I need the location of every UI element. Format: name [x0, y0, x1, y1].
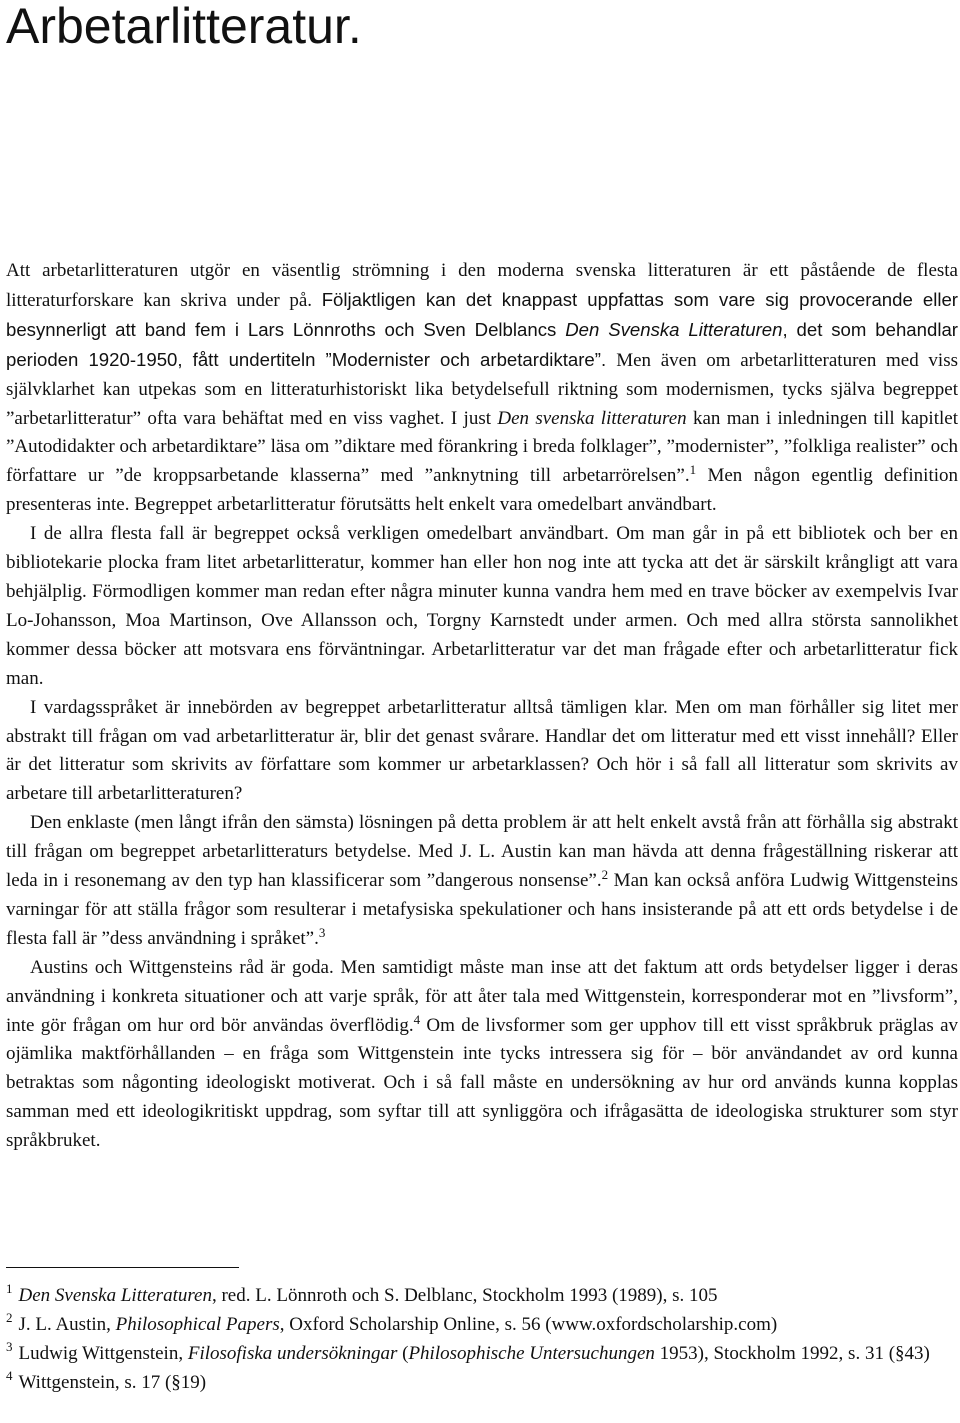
footnote-number: 4 [6, 1368, 13, 1383]
p1-book-title-2: Den svenska litteraturen [497, 407, 687, 429]
paragraph-4: Den enklaste (men långt ifrån den sämsta) lösningen på detta problem är att helt enkelt avstå från att förhålla sig abstrakt till frågan om begreppet arbetarlitteraturs betydelse. Med J. L. Austin kan man hävda att denna frågeställning riskerar att leda in i resonemang av den typ han klassificerar som ”dangerous nonsense”.$^2$ Man kan också anföra Ludwig Wittgensteins varningar för att ställa frågor som resulterar i metafysiska spekulationer och hans insisterande på att ett ords betydelse i de flesta fall är ”dess användning i språket”.$^3$ [6, 812, 958, 949]
footnote-3: $^3$ Ludwig Wittgenstein, Filosofiska undersökningar (Philosophische Untersuchungen 1953), Stockholm 1992, s. 31 (§43) [6, 1339, 930, 1364]
footnote-2: $^2$ J. L. Austin, Philosophical Papers, Oxford Scholarship Online, s. 56 (www.oxfordscholarship.com) [6, 1310, 778, 1335]
footnotes [6, 1283, 958, 1399]
paragraph-5: Austins och Wittgensteins råd är goda. Men samtidigt måste man inse att det faktum att ords betydelser ligger i deras användning i konkreta situationer och att varje språk, för att åter tala med Wittgenstein, korresponderar mot en ”livsform”, inte gör frågan om hur ord bör användas överflödig.$^4$ Om de livsformer som ger upphov till ett visst språkbruk präglas av ojämlika maktförhållanden – en fråga som Wittgenstein inte tycks intressera sig för – bör användandet av ord kunna betraktas som någonting ideologiskt motiverat. Och i så fall måste en undersökning av hur ord används kunna kopplas samman med ett ideologikritiskt uppdrag, som syftar till att synliggöra och ifrågasätta de ideologiska strukturer som styr språkbruket. [6, 956, 959, 1152]
p1-book-title: Den Svenska Litteraturen [565, 318, 783, 340]
footnote-ref-3[interactable]: 3 [318, 924, 326, 940]
p1-text-b: Följaktligen kan det knappast uppfattas som vare sig provocerande eller besynnerligt att band fem i Lars Lönnroths och Sven Delblancs Den Svenska Litteraturen, det som behandlar perioden 1920-1950, fått undertiteln ”Modernister och arbetardiktare”. [6, 288, 958, 370]
footnote-1: $^1$ Den Svenska Litteraturen, red. L. Lönnroth och S. Delblanc, Stockholm 1993 (1989), s. 105 [6, 1281, 718, 1306]
footnote-ref-2[interactable]: 2 [601, 867, 609, 883]
paragraph-2: I de allra flesta fall är begreppet också verkligen omedelbart användbart. Om man går in på ett bibliotek och ber en bibliotekarie plocka fram litet arbetarlitteratur, kommer han eller hon nog inte att tycka att det är särskilt krångligt att vara behjälplig. Förmodligen kommer man redan efter några minuter kunna vandra hem med en trave böcker av exempelvis Ivar Lo-Johansson, Moa Martinson, Ove Allansson och, Torgny Karnstedt under armen. Och med allra största sannolikhet kommer dessa böcker att motsvara ens förväntningar. Arbetarlitteratur var det man frågade efter och arbetarlitteratur fick man. [6, 523, 958, 689]
page-title: Arbetarlitteratur. [6, 0, 362, 54]
paragraph-1: Att arbetarlitteraturen utgör en väsentlig strömning i den moderna svenska litteraturen är ett påstående de flesta litteraturforskare kan skriva under på. Följaktligen kan det knappast uppfattas som vare sig provocerande eller besynnerligt att band fem i Lars Lönnroths och Sven Delblancs Den Svenska Litteraturen, det som behandlar perioden 1920-1950, fått undertiteln ”Modernister och arbetardiktare”. Men även om arbetarlitteraturen med viss självklarhet kan utpekas som en litteraturhistoriskt lika betydelsefull riktning som modernismen, tycks själva begreppet ”arbetarlitteratur” ofta vara behäftat med en viss vaghet. I just Den svenska litteraturen kan man i inledningen till kapitlet ”Autodidakter och arbetardiktare” läsa om ”diktare med förankring i breda folklager”, ”modernister”, ”folkliga realister” och författare ur ”de kroppsarbetande klasserna” med ”anknytning till arbetarrörelsen”.$^1$ Men någon egentlig definition presenteras inte. Begreppet arbetarlitteratur förutsätts helt enkelt vara omedelbart användbart. [6, 260, 958, 516]
footnote-4: $^4$ Wittgenstein, s. 17 (§19) [6, 1368, 207, 1393]
footnote-divider [6, 1267, 239, 1268]
footnote-number: 3 [6, 1339, 13, 1354]
paragraph-3: I vardagsspråket är innebörden av begreppet arbetarlitteratur alltså tämligen klar. Men om man förhåller sig litet mer abstrakt till frågan om vad arbetarlitteratur är, blir det genast svårare. Handlar det om litteratur med ett visst innehåll? Eller är det litteratur som skrivits av författare som kommer ur arbetarklassen? Och hör i så fall all litteratur som skrivits av arbetare till arbetarlitteraturen? [6, 696, 958, 805]
footnote-2-source: , Oxford Scholarship Online, s. 56 (www.oxfordscholarship.com) [279, 1314, 778, 1335]
footnote-number: 2 [6, 1310, 13, 1325]
footnote-number: 1 [6, 1281, 13, 1296]
body-text [6, 257, 958, 1156]
p1-text-d: Men även om arbetarlitteraturen med viss självklarhet kan utpekas som en litteraturhistoriskt lika betydelsefull riktning som modernismen, tycks själva begreppet ”arbetarlitteratur” ofta vara behäftat med en viss vaghet. [6, 349, 958, 429]
p1-text-a: Att arbetarlitteraturen utgör en väsentlig strömning i den moderna svenska litteraturen är ett påstående de flesta litteraturforskare kan skriva under på. [6, 260, 958, 311]
footnote-ref-1[interactable]: 1 [689, 462, 697, 478]
footnote-ref-4[interactable]: 4 [413, 1011, 421, 1027]
